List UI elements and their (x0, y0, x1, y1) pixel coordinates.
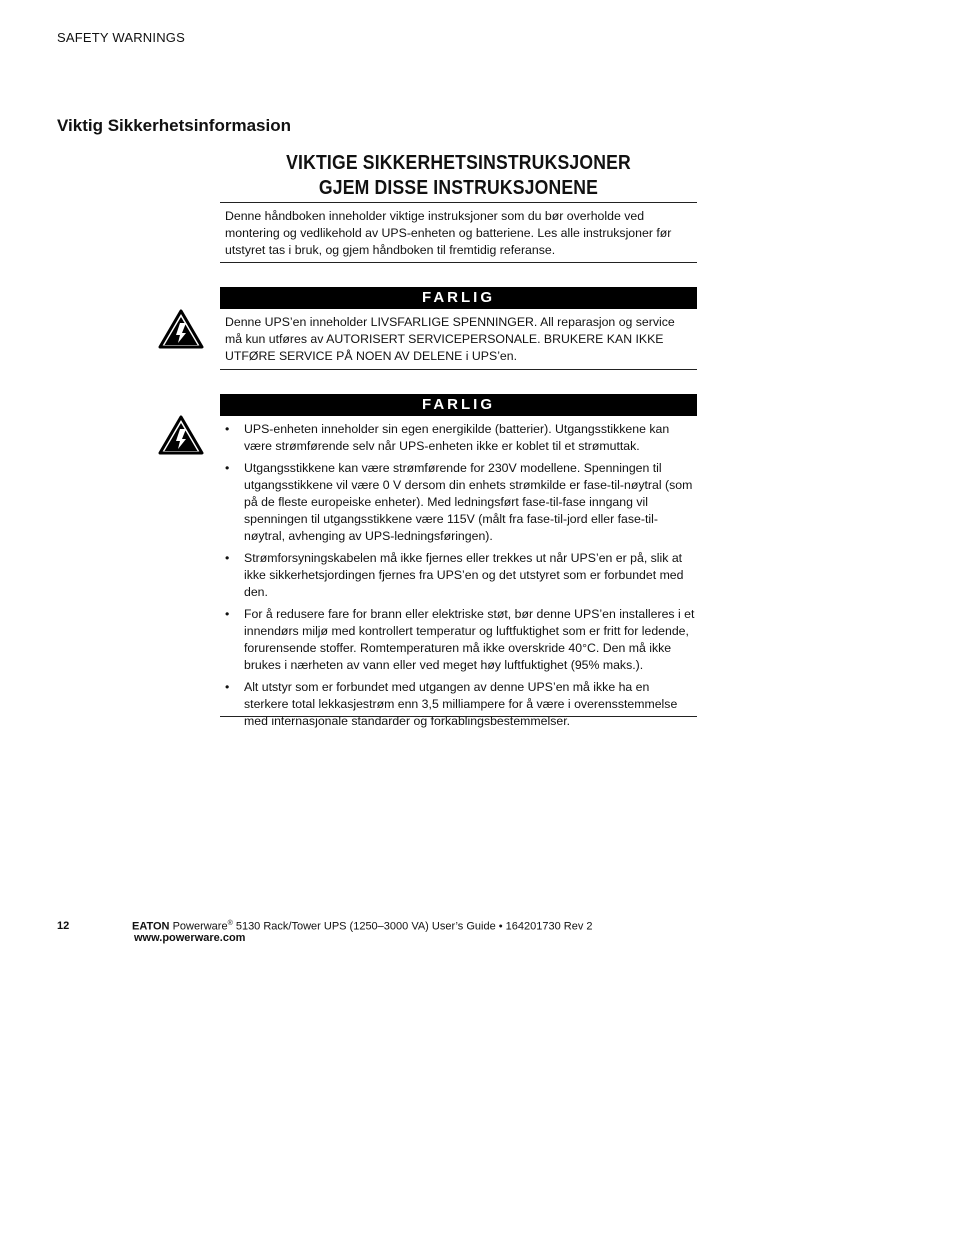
footer-brand: EATON (132, 920, 170, 933)
footer-product: Powerware (172, 920, 228, 933)
list-item (225, 679, 695, 730)
divider (220, 369, 697, 370)
bullet-marker: • (225, 680, 230, 694)
section-title: Viktig Sikkerhetsinformasion (57, 116, 291, 135)
running-header: SAFETY WARNINGS (57, 30, 185, 45)
list-item-text: Strømforsyningskabelen må ikke fjernes eller trekkes ut når UPS’en er på, slik at ikke sikkerhetsjordingen fjernes fra UPS’en og det utstyret som er forbundet med den. (244, 551, 684, 599)
list-item (225, 606, 695, 674)
list-item (225, 550, 695, 601)
danger-banner-1: FARLIG (220, 287, 697, 309)
list-item-text: UPS-enheten inneholder sin egen energikilde (batterier). Utgangsstikkene kan være strømførende selv når UPS-enheten ikke er koblet til et strømuttak. (244, 422, 670, 453)
divider (220, 716, 697, 717)
page-number: 12 (57, 920, 70, 932)
bullet-marker: • (225, 422, 230, 436)
danger-banner-2: FARLIG (220, 394, 697, 416)
list-item-text: Utgangsstikkene kan være strømførende for 230V modellene. Spenningen til utgangsstikkene vil være 0 V dersom din enhets strømkilde er fase-til-nøytral (som på de fleste europeiske enheter). Med ledningsført fase-til-fase inngang vil spenningen til utgangsstikkene være 115V (målt fra fase-til-jord eller fase-til-nøytral, avhenging av UPS-ledningsføringen). (244, 461, 693, 543)
bullet-marker: • (225, 607, 230, 621)
footer-guide: 5130 Rack/Tower UPS (1250–3000 VA) User’s Guide • 164201730 Rev 2 (235, 920, 593, 933)
danger-text-1: Denne UPS’en inneholder LIVSFARLIGE SPENNINGER. All reparasjon og service må kun utføres av AUTORISERT SERVICEPERSONALE. BRUKERE KAN IKKE UTFØRE SERVICE PÅ NOEN AV DELENE i UPS’en. (225, 315, 675, 363)
danger-bullet-list (225, 421, 695, 735)
list-item (225, 460, 695, 545)
main-title (249, 151, 669, 201)
main-title-line2: GJEM DISSE INSTRUKSJONENE (318, 177, 599, 199)
electric-shock-warning-icon (158, 415, 204, 455)
footer-product-line (132, 920, 593, 933)
divider (220, 202, 697, 203)
intro-paragraph: Denne håndboken inneholder viktige instruksjoner som du bør overholde ved montering og vedlikehold av UPS-enheten og batteriene. Les alle instruksjoner før utstyret tas i bruk, og gjem håndboken til fremtidig referanse. (225, 209, 672, 257)
divider (220, 262, 697, 263)
list-item-text: Alt utstyr som er forbundet med utgangen av denne UPS’en må ikke ha en sterkere total lekkasjestrøm enn 3,5 milliampere for å være i overensstemmelse med internasjonale standarder og forkablingsbestemmelser. (244, 680, 678, 728)
list-item (225, 421, 695, 455)
list-item-text: For å redusere fare for brann eller elektriske støt, bør denne UPS’en installeres i et innendørs miljø med kontrollert temperatur og luftfuktighet som er fritt for ledende, forurensende stoffer. Romtemperaturen må ikke overskride 40°C. Den må ikke brukes i nærheten av vann eller ved meget høy luftfuktighet (95% maks.). (244, 607, 695, 672)
electric-shock-warning-icon (158, 309, 204, 349)
footer-url: www.powerware.com (134, 932, 246, 944)
main-title-line1: VIKTIGE SIKKERHETSINSTRUKSJONER (286, 152, 631, 174)
bullet-marker: • (225, 551, 230, 565)
bullet-marker: • (225, 461, 230, 475)
registered-mark: ® (227, 920, 233, 927)
